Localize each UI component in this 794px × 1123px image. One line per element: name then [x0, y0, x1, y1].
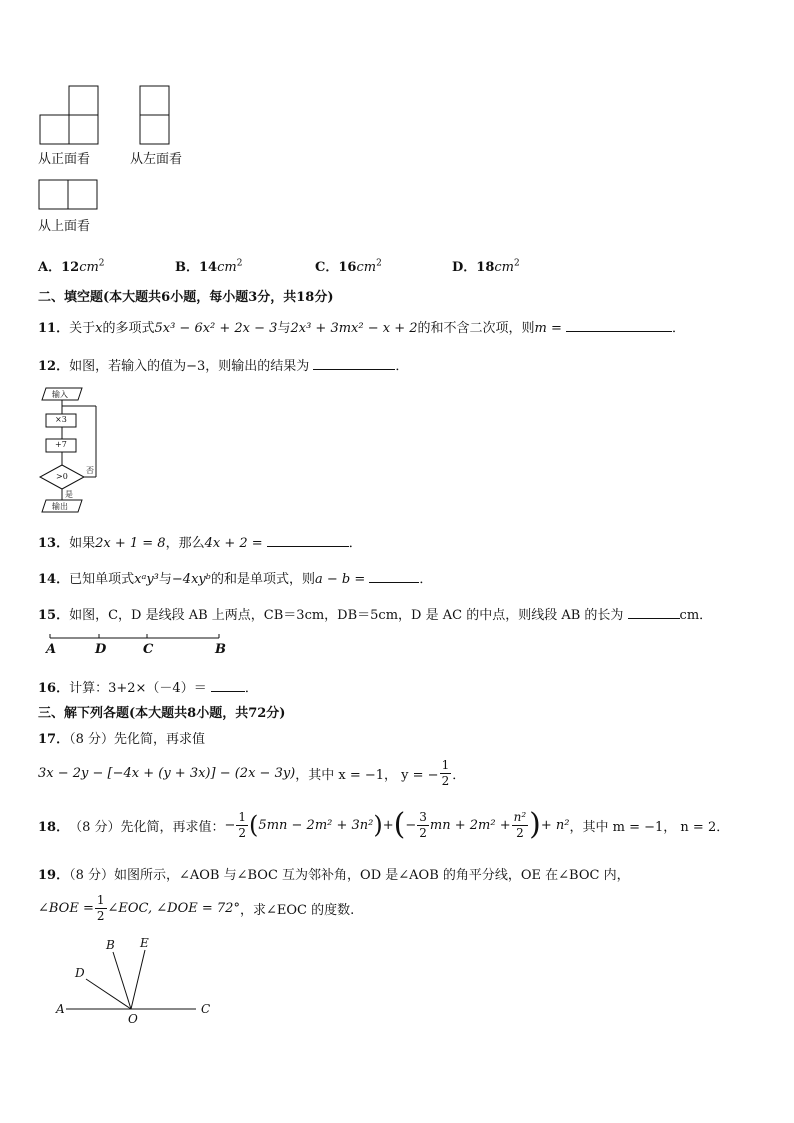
flow-multiply-label: ×3: [55, 415, 67, 424]
answer-blank-14[interactable]: [369, 570, 419, 583]
question-13: 13．如果2x + 1 = 8，那么4x + 2 = ．: [38, 536, 362, 551]
answer-blank-12[interactable]: [313, 357, 395, 370]
angle-label-b: B: [106, 938, 115, 952]
flow-input-label: 输入: [52, 390, 68, 399]
flow-add-label: +7: [55, 440, 67, 449]
question-14: 14．已知单项式xᵃy³与−4xyᵇ的和是单项式，则a − b = ．: [38, 572, 433, 587]
angle-label-c: C: [201, 1002, 211, 1016]
option-d: D．$18cm^2$: [452, 258, 520, 275]
section-3-heading: 三、解下列各题(本大题共8小题，共72分): [38, 706, 286, 721]
point-b-label: B: [215, 642, 226, 657]
answer-blank-11[interactable]: [566, 319, 672, 332]
answer-blank-13[interactable]: [267, 534, 349, 547]
option-b: B．$14cm^2$: [175, 258, 243, 275]
question-19: 19．（8 分）如图所示，∠AOB 与∠BOC 互为邻补角，OD 是∠AOB 的角平分线，OE 在∠BOC 内，: [38, 868, 630, 883]
option-c: C．$16cm^2$: [315, 258, 382, 275]
answer-blank-15[interactable]: [628, 606, 680, 619]
point-c-label: C: [143, 642, 154, 657]
question-18: 18． （8 分）先化简，再求值： − $\frac{1}{2}$ ( 5mn − 2m² + 3n² ) + ( − $\frac{3}{2}$ mn + 2m² + $\frac{\text{n²}}{2}$ ) + n² ，其中 m = −1， n = 2．: [38, 807, 730, 842]
angle-label-a: A: [56, 1002, 65, 1016]
angle-label-o: O: [128, 1012, 138, 1026]
question-17: 17．（8 分）先化简，再求值: [38, 732, 205, 747]
point-d-label: D: [95, 642, 107, 657]
angle-label-d: D: [75, 966, 85, 980]
flow-condition-label: >0: [56, 472, 68, 481]
top-view-caption: 从上面看: [38, 219, 91, 234]
flow-yes-label: 是: [65, 490, 73, 499]
question-17-expression: 3x − 2y − [−4x + (y + 3x)] − (2x − 3y) ，其中 x = −1， y = − $\frac{1}{2}$ ．: [38, 757, 466, 788]
question-15: 15．如图，C，D 是线段 AB 上两点，CB＝3cm，DB＝5cm，D 是 AC 的中点，则线段 AB 的长为 cm．: [38, 608, 713, 623]
front-view-caption: 从正面看: [38, 152, 91, 167]
section-2-heading: 二、填空题(本大题共6小题，每小题3分，共18分): [38, 290, 334, 305]
flow-no-label: 否: [86, 466, 94, 475]
question-12: 12．如图，若输入的值为−3，则输出的结果为 ．: [38, 359, 409, 374]
left-view-caption: 从左面看: [130, 152, 183, 167]
question-16: 16．计算：3+2×（－4）＝ ．: [38, 681, 258, 696]
question-19-condition: ∠BOE = $\frac{1}{2}$ ∠EOC, ∠DOE = 72° ，求∠EOC 的度数.: [38, 892, 355, 923]
angle-figure: [0, 0, 230, 1030]
question-11: 11．关于x的多项式5x³ − 6x² + 2x − 3与2x³ + 3mx² − x + 2的和不含二次项，则m = ．: [38, 321, 686, 336]
fraction-half: $\frac{1}{2}$: [441, 757, 450, 788]
point-a-label: A: [46, 642, 57, 657]
option-a: A．$12cm^2$: [38, 258, 105, 275]
flow-output-label: 输出: [52, 502, 68, 511]
angle-label-e: E: [140, 936, 149, 950]
